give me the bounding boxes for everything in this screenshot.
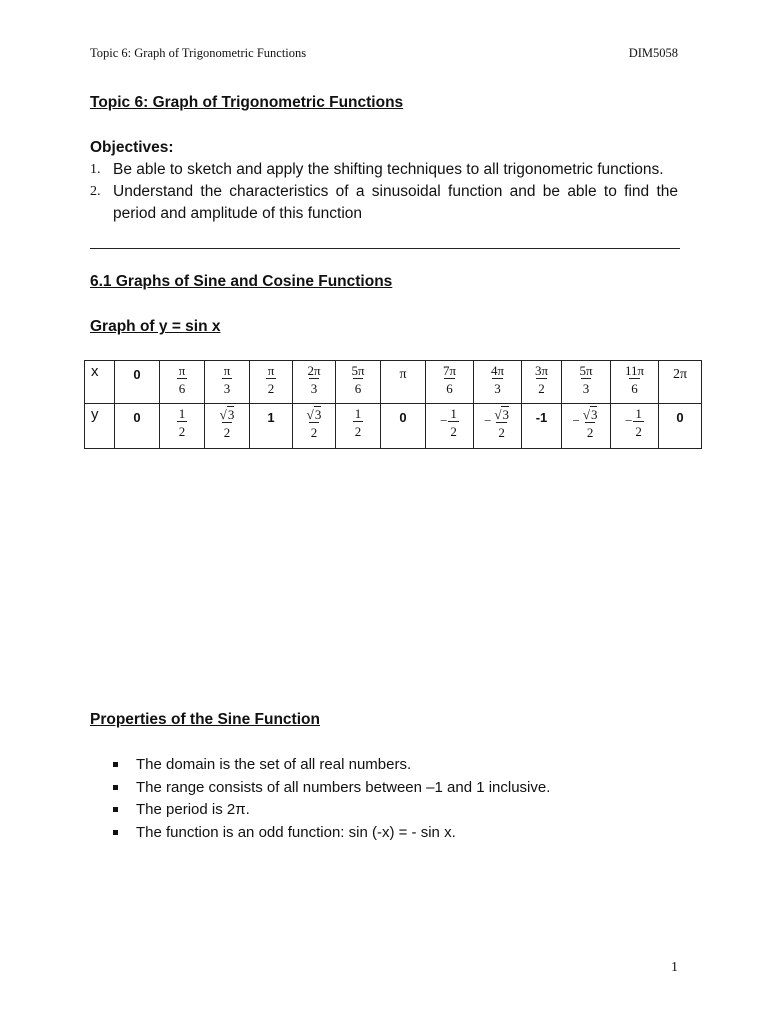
fraction <box>349 363 366 396</box>
row-label-x: x <box>85 361 115 404</box>
fraction-denominator: 2 <box>448 421 459 439</box>
square-root <box>307 407 322 422</box>
fraction <box>266 363 277 396</box>
fraction <box>533 363 550 396</box>
radical-sign-icon: √ <box>582 407 590 422</box>
fraction-denominator: 3 <box>492 378 503 396</box>
objectives-list <box>90 159 678 225</box>
x-value-cell <box>336 361 381 404</box>
topic-title: Topic 6: Graph of Trigonometric Functions <box>90 94 404 111</box>
x-value-cell <box>293 361 336 404</box>
x-value-cell <box>426 361 474 404</box>
objective-item <box>90 159 678 181</box>
objective-number: 2. <box>90 184 101 199</box>
fraction <box>305 363 322 396</box>
fraction-denominator: 2 <box>536 378 547 396</box>
fraction-denominator: 3 <box>309 378 320 396</box>
y-value-cell <box>336 404 381 449</box>
objective-text: Be able to sketch and apply the shifting techniques to all trigonometric functions. <box>113 161 664 178</box>
fraction-denominator: 6 <box>444 378 455 396</box>
cell-value: 0 <box>133 367 141 382</box>
radicand: 3 <box>502 407 509 422</box>
x-value-cell <box>611 361 659 404</box>
fraction-numerator <box>581 406 600 422</box>
objective-number: 1. <box>90 162 101 177</box>
x-value-cell <box>659 361 702 404</box>
fraction-numerator: 5π <box>351 363 365 378</box>
y-value-cell <box>659 404 702 449</box>
fraction-numerator <box>492 406 511 422</box>
x-value-cell <box>562 361 611 404</box>
cell-value: 1 <box>267 410 275 425</box>
fraction-denominator: 2 <box>222 422 233 440</box>
minus-sign: − <box>484 413 492 428</box>
radicand: 3 <box>314 407 322 422</box>
properties-heading: Properties of the Sine Function <box>90 711 320 728</box>
radical-sign-icon: √ <box>306 407 314 422</box>
properties-list <box>113 754 550 844</box>
square-bullet-icon <box>113 785 118 790</box>
objective-text: Understand the characteristics of a sinusoidal function and be able to find the period and amplitude of this function <box>113 183 678 222</box>
fraction-numerator: π <box>223 363 231 378</box>
fraction-denominator: 2 <box>585 422 596 440</box>
objective-item <box>90 181 678 225</box>
fraction-denominator: 2 <box>177 421 188 439</box>
x-value-cell <box>115 361 160 404</box>
property-text: The function is an odd function: sin (-x) = - sin x. <box>136 823 456 841</box>
fraction <box>489 363 506 396</box>
property-item <box>113 777 550 800</box>
square-bullet-icon <box>113 762 118 767</box>
y-value-cell <box>474 404 522 449</box>
fraction-denominator: 3 <box>222 378 233 396</box>
property-text: The range consists of all numbers between –1 and 1 inclusive. <box>136 778 551 796</box>
square-root <box>583 407 598 422</box>
section-heading: 6.1 Graphs of Sine and Cosine Functions <box>90 273 393 290</box>
y-value-cell <box>205 404 250 449</box>
fraction <box>492 406 511 440</box>
fraction-denominator: 6 <box>177 378 188 396</box>
fraction <box>448 406 459 439</box>
graph-heading: Graph of y = sin x <box>90 318 221 335</box>
y-value-cell <box>426 404 474 449</box>
x-value-cell <box>205 361 250 404</box>
horizontal-rule <box>90 248 680 249</box>
y-value-cell <box>611 404 659 449</box>
table-row-x <box>85 361 702 404</box>
table-row-y <box>85 404 702 449</box>
radicand: 3 <box>227 407 235 422</box>
square-root <box>494 407 509 422</box>
row-label-y: y <box>85 404 115 449</box>
cell-value: 0 <box>399 410 407 425</box>
square-root <box>220 407 235 422</box>
fraction <box>577 363 594 396</box>
fraction-denominator: 2 <box>496 422 507 440</box>
minus-sign: − <box>625 413 633 428</box>
running-header <box>90 46 678 64</box>
square-bullet-icon <box>113 830 118 835</box>
fraction-numerator: 1 <box>354 406 362 421</box>
fraction <box>633 406 644 439</box>
square-bullet-icon <box>113 807 118 812</box>
fraction-numerator: 5π <box>579 363 593 378</box>
fraction-numerator <box>305 406 324 422</box>
fraction <box>218 406 237 440</box>
minus-sign: − <box>440 413 448 428</box>
property-item <box>113 822 550 845</box>
radical-sign-icon: √ <box>494 407 502 422</box>
fraction-numerator: π <box>267 363 275 378</box>
radical-sign-icon: √ <box>219 407 227 422</box>
fraction <box>353 406 364 439</box>
fraction-numerator: 7π <box>442 363 457 378</box>
cell-value: 0 <box>133 410 141 425</box>
fraction <box>623 363 646 396</box>
fraction-numerator: 2π <box>307 363 321 378</box>
fraction-numerator: π <box>178 363 186 378</box>
sine-values-table <box>84 360 702 449</box>
objectives-heading: Objectives: <box>90 139 174 156</box>
fraction <box>305 406 324 440</box>
radicand: 3 <box>590 407 598 422</box>
header-topic: Topic 6: Graph of Trigonometric Functions <box>90 46 307 60</box>
fraction-numerator: 1 <box>635 406 642 421</box>
x-value-cell <box>160 361 205 404</box>
fraction-numerator <box>218 406 237 422</box>
y-value-cell <box>522 404 562 449</box>
x-value-cell <box>250 361 293 404</box>
y-value-cell <box>115 404 160 449</box>
fraction-numerator: 3π <box>534 363 549 378</box>
property-item <box>113 799 550 822</box>
fraction-numerator: 1 <box>450 406 457 421</box>
x-value-cell <box>522 361 562 404</box>
cell-value: π <box>399 367 407 382</box>
y-value-cell <box>381 404 426 449</box>
fraction-denominator: 2 <box>266 378 277 396</box>
fraction <box>581 406 600 440</box>
fraction-denominator: 6 <box>629 378 640 396</box>
property-text: The period is 2π. <box>136 801 250 818</box>
fraction <box>222 363 233 396</box>
fraction-numerator: 4π <box>490 363 505 378</box>
property-item <box>113 754 550 777</box>
fraction <box>177 406 188 439</box>
minus-sign: − <box>572 413 580 428</box>
y-value-cell <box>250 404 293 449</box>
y-value-cell <box>160 404 205 449</box>
fraction <box>177 363 188 396</box>
fraction-denominator: 2 <box>309 422 320 440</box>
cell-value: -1 <box>535 410 548 425</box>
cell-value: 2π <box>672 367 688 382</box>
y-value-cell <box>562 404 611 449</box>
fraction-denominator: 6 <box>353 378 364 396</box>
cell-value: 0 <box>676 410 684 425</box>
x-value-cell <box>474 361 522 404</box>
fraction-denominator: 3 <box>581 378 592 396</box>
fraction <box>441 363 458 396</box>
y-value-cell <box>293 404 336 449</box>
fraction-numerator: 11π <box>624 363 645 378</box>
x-value-cell <box>381 361 426 404</box>
page-number: 1 <box>671 960 678 975</box>
property-text: The domain is the set of all real numbers. <box>136 756 412 773</box>
fraction-denominator: 2 <box>633 421 644 439</box>
fraction-denominator: 2 <box>353 421 364 439</box>
header-course-code: DIM5058 <box>628 46 678 60</box>
fraction-numerator: 1 <box>178 406 186 421</box>
